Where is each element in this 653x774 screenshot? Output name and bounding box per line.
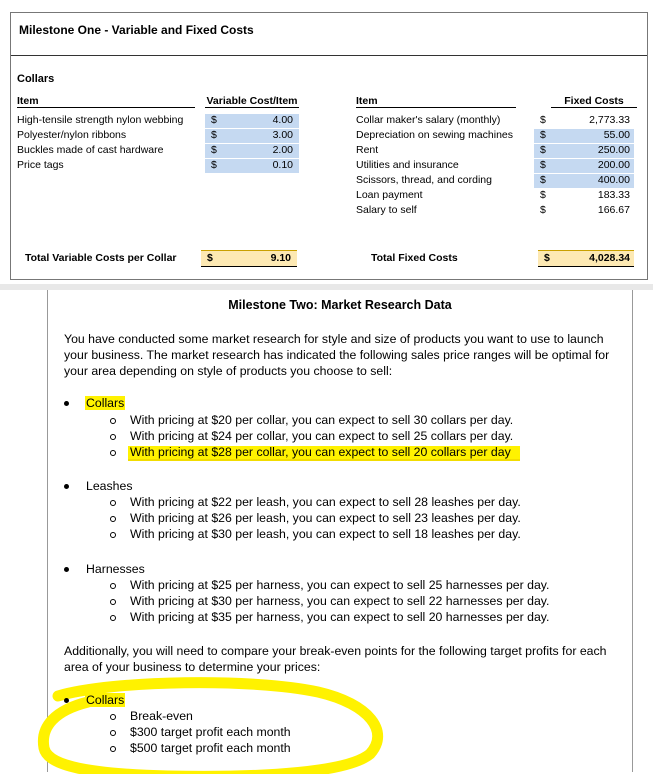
fixed-row (356, 174, 636, 189)
var-row (17, 129, 307, 144)
fixed-item-value: 55.00 (603, 129, 630, 141)
total-variable-cell[interactable] (201, 250, 297, 267)
bullet-label: Collars (86, 396, 125, 410)
fixed-item-name: Scissors, thread, and cording (356, 174, 492, 186)
fixed-item-name: Salary to self (356, 204, 417, 216)
list-item-text: With pricing at $30 per leash, you can expect to sell 18 leashes per day. (130, 527, 521, 541)
fixed-item-cell[interactable] (534, 189, 634, 203)
total-fixed-cell[interactable] (538, 250, 634, 267)
fixed-item-value: 400.00 (597, 174, 630, 186)
total-fixed-label: Total Fixed Costs (371, 252, 458, 264)
fixed-item-value: 166.67 (597, 204, 630, 216)
yellow-circle-annotation (18, 674, 398, 774)
circle-bullet-icon (110, 746, 116, 752)
currency-sign: $ (540, 189, 546, 201)
circle-bullet-icon (110, 500, 116, 506)
bullet-dot (64, 567, 69, 572)
fixed-row (356, 159, 636, 174)
total-variable-value: 9.10 (270, 252, 291, 264)
fixed-row (356, 189, 636, 204)
currency-sign: $ (540, 204, 546, 216)
bullet-label: Harnesses (86, 562, 145, 576)
total-fixed-value: 4,028.34 (589, 252, 630, 264)
var-header-cost: Variable Cost/Item (206, 95, 298, 107)
currency-sign: $ (540, 144, 546, 156)
var-header-item: Item (17, 95, 195, 108)
list-item-text: With pricing at $25 per harness, you can expect to sell 25 harnesses per day. (130, 578, 550, 592)
circle-bullet-icon (110, 418, 116, 424)
fixed-item-value: 183.33 (597, 189, 630, 201)
list-item-text: With pricing at $24 per collar, you can expect to sell 25 collars per day. (130, 429, 514, 443)
var-item-value: 0.10 (272, 159, 293, 171)
fixed-item-cell[interactable] (534, 204, 634, 218)
list-item-text: With pricing at $22 per leash, you can expect to sell 28 leashes per day. (130, 495, 521, 509)
fixed-item-value: 250.00 (597, 144, 630, 156)
list-item-text: With pricing at $20 per collar, you can expect to sell 30 collars per day. (130, 413, 514, 427)
list-item-text: With pricing at $35 per harness, you can expect to sell 20 harnesses per day. (130, 610, 550, 624)
fixed-row (356, 204, 636, 219)
fixed-row (356, 144, 636, 159)
circle-bullet-icon (110, 615, 116, 621)
list-item-text: With pricing at $28 per collar, you can expect to sell 20 collars per day (130, 445, 511, 459)
doc-title: Milestone Two: Market Research Data (228, 298, 452, 312)
fixed-item-cell[interactable] (534, 114, 634, 128)
fixed-row (356, 114, 636, 129)
var-item-value: 2.00 (272, 144, 293, 156)
fixed-header-item: Item (356, 95, 516, 108)
bullet-label: Leashes (86, 479, 133, 493)
list-item-text: $500 target profit each month (130, 741, 291, 755)
var-item-cell[interactable] (205, 129, 299, 143)
list-item-text: $300 target profit each month (130, 725, 291, 739)
list-item-text: With pricing at $26 per leash, you can expect to sell 23 leashes per day. (130, 511, 521, 525)
fixed-item-cell[interactable] (534, 144, 634, 158)
currency-sign: $ (207, 252, 213, 264)
circle-bullet-icon (110, 516, 116, 522)
circle-bullet-icon (110, 599, 116, 605)
currency-sign: $ (211, 159, 217, 171)
document-panel (47, 290, 633, 772)
fixed-item-name: Depreciation on sewing machines (356, 129, 514, 141)
currency-sign: $ (540, 129, 546, 141)
currency-sign: $ (211, 144, 217, 156)
circle-bullet-icon (110, 583, 116, 589)
currency-sign: $ (540, 159, 546, 171)
intro-paragraph: You have conducted some market research for style and size of products you want to use to launch your business. The market research has indicated the following sales price ranges will be optimal for your area depending on style of products you choose to sell: (64, 332, 610, 378)
sheet-title: Milestone One - Variable and Fixed Costs (19, 23, 254, 37)
var-row (17, 114, 307, 129)
currency-sign: $ (544, 252, 550, 264)
additional-paragraph: Additionally, you will need to compare your break-even points for the following target profits for each area of your business to determine your prices: (64, 644, 607, 674)
var-row (17, 159, 307, 174)
bullet-dot (64, 484, 69, 489)
circle-bullet-icon (110, 434, 116, 440)
bullet-dot (64, 698, 69, 703)
fixed-item-name: Loan payment (356, 189, 423, 201)
var-item-cell[interactable] (205, 159, 299, 173)
fixed-row (356, 129, 636, 144)
var-item-name: Polyester/nylon ribbons (17, 129, 127, 141)
section-label: Collars (17, 73, 55, 85)
fixed-header-cost: Fixed Costs (551, 95, 637, 108)
list-item-text: Break-even (130, 709, 193, 723)
spreadsheet-panel (10, 12, 648, 280)
currency-sign: $ (540, 114, 546, 126)
circle-bullet-icon (110, 532, 116, 538)
var-item-name: Buckles made of cast hardware (17, 144, 164, 156)
var-item-name: Price tags (17, 159, 64, 171)
fixed-item-cell[interactable] (534, 129, 634, 143)
fixed-item-name: Collar maker's salary (monthly) (356, 114, 501, 126)
bullet-label: Collars (86, 693, 125, 707)
circle-bullet-icon (110, 450, 116, 456)
circle-bullet-icon (110, 714, 116, 720)
total-variable-label: Total Variable Costs per Collar (25, 252, 177, 264)
fixed-item-cell[interactable] (534, 174, 634, 188)
fixed-item-name: Utilities and insurance (356, 159, 459, 171)
fixed-item-cell[interactable] (534, 159, 634, 173)
currency-sign: $ (211, 129, 217, 141)
circle-bullet-icon (110, 730, 116, 736)
var-row (17, 144, 307, 159)
fixed-item-value: 200.00 (597, 159, 630, 171)
fixed-item-name: Rent (356, 144, 379, 156)
currency-sign: $ (540, 174, 546, 186)
currency-sign: $ (211, 114, 217, 126)
fixed-item-value: 2,773.33 (589, 114, 630, 126)
var-item-name: High-tensile strength nylon webbing (17, 114, 184, 126)
var-item-cell[interactable] (205, 114, 299, 128)
var-item-value: 4.00 (272, 114, 293, 126)
var-item-value: 3.00 (272, 129, 293, 141)
title-divider (11, 55, 647, 56)
list-item-text: With pricing at $30 per harness, you can expect to sell 22 harnesses per day. (130, 594, 550, 608)
bullet-dot (64, 401, 69, 406)
var-item-cell[interactable] (205, 144, 299, 158)
